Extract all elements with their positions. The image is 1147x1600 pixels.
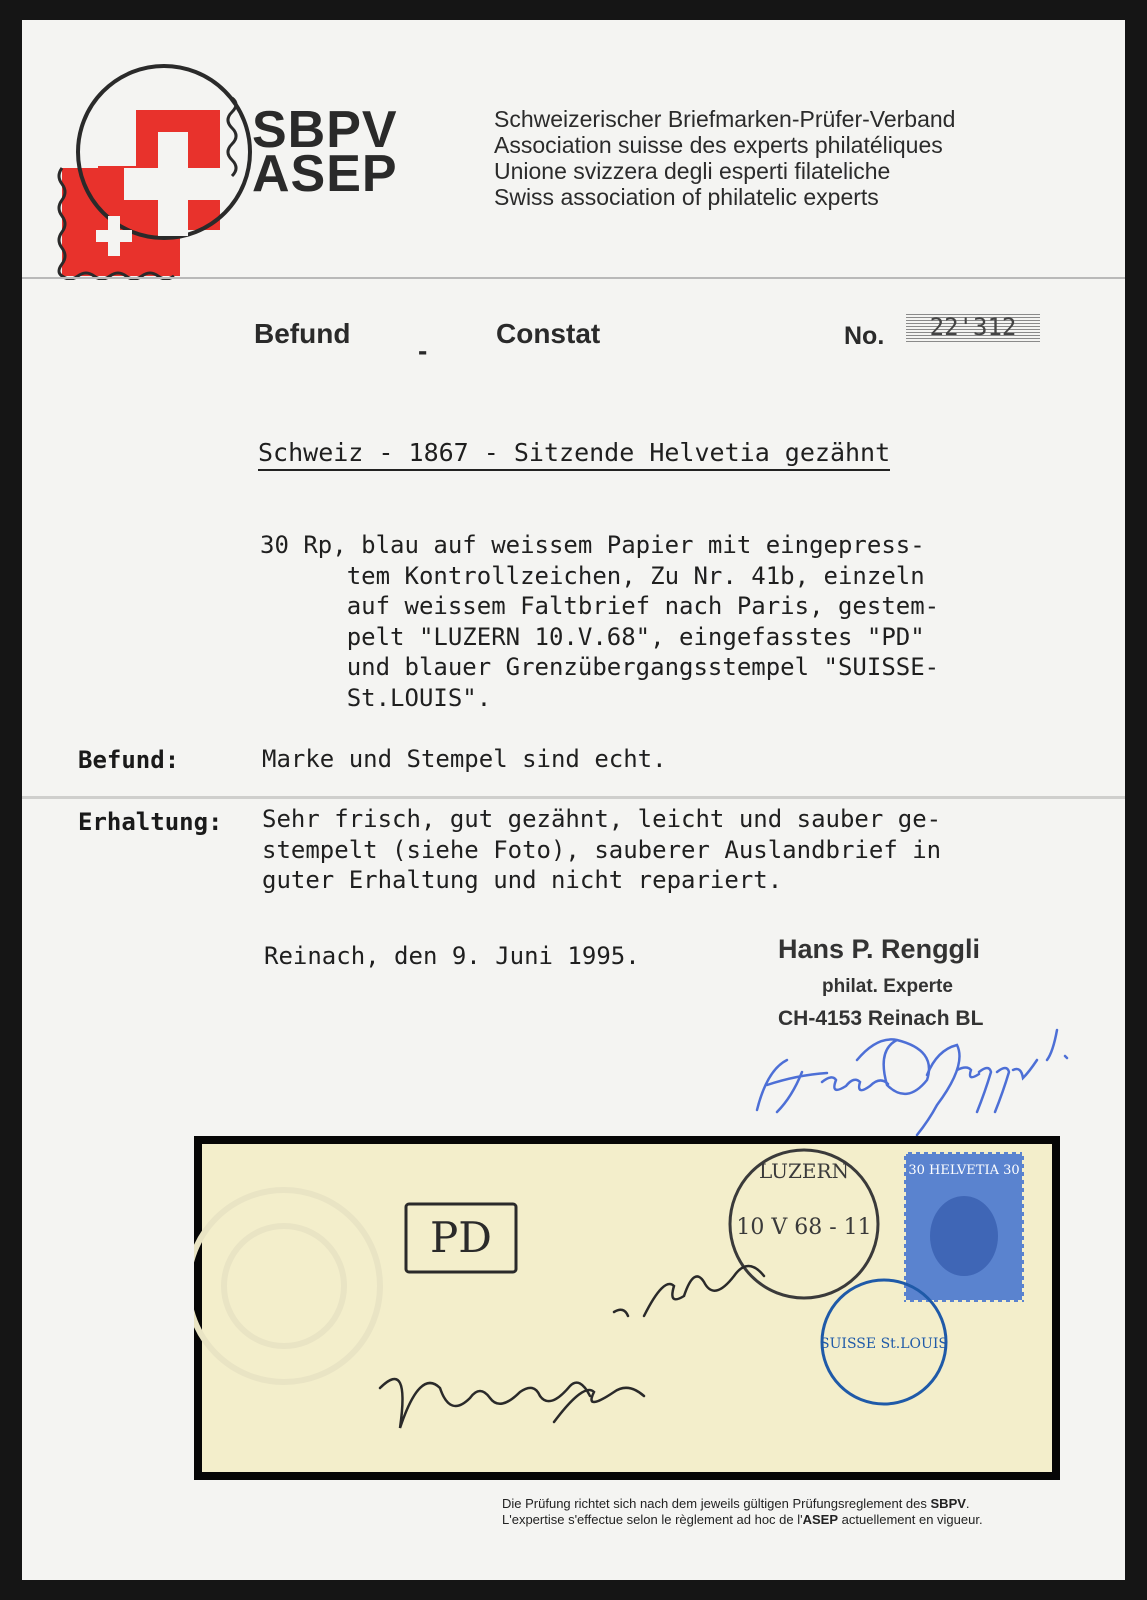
expert-name: Hans P. Renggli: [778, 934, 981, 964]
expert-title: philat. Experte: [822, 976, 953, 997]
footer-note: [502, 1496, 983, 1528]
postmark-city: LUZERN: [758, 1159, 850, 1183]
brand-asep: ASEP: [252, 145, 398, 203]
brand-sbpv: SBPV: [252, 101, 398, 159]
header-divider: [22, 277, 1125, 279]
number-label: No.: [844, 322, 885, 350]
signature-icon: [747, 1020, 1087, 1140]
association-name-it: Unione svizzera degli esperti filateliche: [494, 158, 891, 184]
footer-line-1: Die Prüfung richtet sich nach dem jeweils gültigen Prüfungsreglement des SBPV.: [502, 1496, 970, 1511]
certificate-sheet: [22, 20, 1125, 1580]
stamp-description: 30 Rp, blau auf weissem Papier mit eingepress- tem Kontrollzeichen, Zu Nr. 41b, einzeln auf weissem Faltbrief nach Paris, gestem- pelt "LUZERN 10.V.68", eingefasstes "PD" und blauer Grenzübergangsstempel "SUISSE- St.LOUIS".: [260, 531, 940, 712]
stamp-header: 30 HELVETIA 30: [908, 1163, 1020, 1178]
befund-heading: Befund: [254, 318, 351, 349]
pd-mark: PD: [430, 1213, 492, 1262]
befund-text: Marke und Stempel sind echt.: [262, 745, 667, 773]
brand-logotype: [252, 101, 398, 203]
association-name-de: Schweizerischer Briefmarken-Prüfer-Verband: [494, 106, 956, 132]
constat-heading: Constat: [496, 318, 601, 349]
association-name-en: Swiss association of philatelic experts: [494, 184, 879, 210]
expert-address: CH-4153 Reinach BL: [778, 1007, 984, 1030]
cover-photo: [194, 1136, 1060, 1480]
postmark-date: 10 V 68 - 11: [736, 1215, 872, 1240]
blue-postmark: SUISSE St.LOUIS: [820, 1336, 948, 1352]
association-names: [494, 106, 955, 210]
erhaltung-text: Sehr frisch, gut gezähnt, leicht und sauber ge- stempelt (siehe Foto), sauberer Auslandbrief in guter Erhaltung und nicht repariert.: [262, 805, 942, 894]
befund-label: Befund:: [78, 746, 180, 774]
footer-line-2: L'expertise s'effectue selon le règlement ad hoc de l'ASEP actuellement en vigueur.: [502, 1512, 983, 1527]
cover-illustration: [194, 1136, 1060, 1480]
sbpv-logo-icon: [40, 40, 260, 280]
paper-fold: [22, 796, 1125, 799]
certificate-number: 22'312: [906, 312, 1040, 344]
association-name-fr: Association suisse des experts philatéliques: [494, 132, 943, 158]
erhaltung-label: Erhaltung:: [78, 808, 223, 836]
heading-dash: -: [418, 335, 428, 366]
place-date: Reinach, den 9. Juni 1995.: [264, 942, 640, 970]
stamp-title: Schweiz - 1867 - Sitzende Helvetia gezähnt: [258, 438, 890, 471]
